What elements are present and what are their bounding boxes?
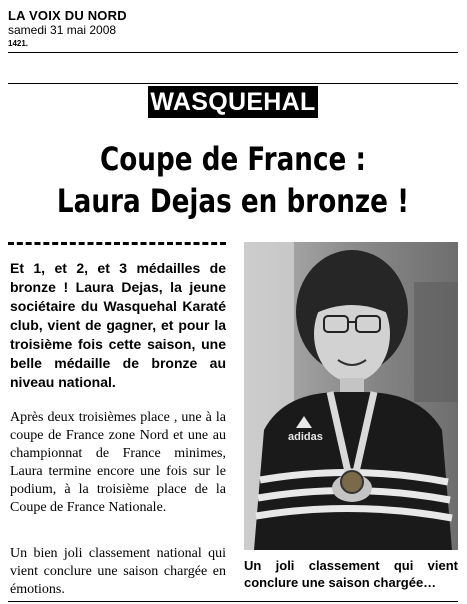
section-rule bbox=[8, 83, 458, 84]
photo-caption: Un joli classement qui vient conclure une saison chargée… bbox=[244, 558, 458, 590]
header-rule bbox=[8, 52, 458, 53]
body-paragraph-1: Après deux troisièmes place , une à la coupe de France zone Nord et une au championnat de France minimes, Laura termine encore une fois sur le podium, à la troisième place de la Coupe de France Nationale. bbox=[10, 410, 226, 515]
lead-paragraph: Et 1, et 2, et 3 médailles de bronze ! Laura Dejas, la jeune sociétaire du Wasquehal Karaté club, vient de gagner, et pour la troisième fois cette saison, une belle médaille de bronze au niveau national. bbox=[10, 260, 226, 390]
headline-line-1: Coupe de France : bbox=[100, 140, 366, 178]
photo-brand-label: adidas bbox=[288, 431, 323, 443]
headline bbox=[49, 138, 418, 222]
headline-line-2: Laura Dejas en bronze ! bbox=[56, 182, 410, 220]
publication-name: LA VOIX DU NORD bbox=[8, 8, 127, 23]
bottom-rule bbox=[8, 601, 458, 602]
article-photo bbox=[244, 242, 458, 550]
body-paragraph-2: Un bien joli classement national qui vient conclure une saison chargée en émotions. bbox=[10, 546, 226, 597]
photo-illustration bbox=[244, 242, 458, 550]
publication-date: samedi 31 mai 2008 bbox=[8, 23, 117, 37]
column-dashed-rule bbox=[8, 242, 226, 245]
page-reference: 1421. bbox=[8, 39, 29, 48]
section-tag: WASQUEHAL bbox=[148, 86, 318, 118]
